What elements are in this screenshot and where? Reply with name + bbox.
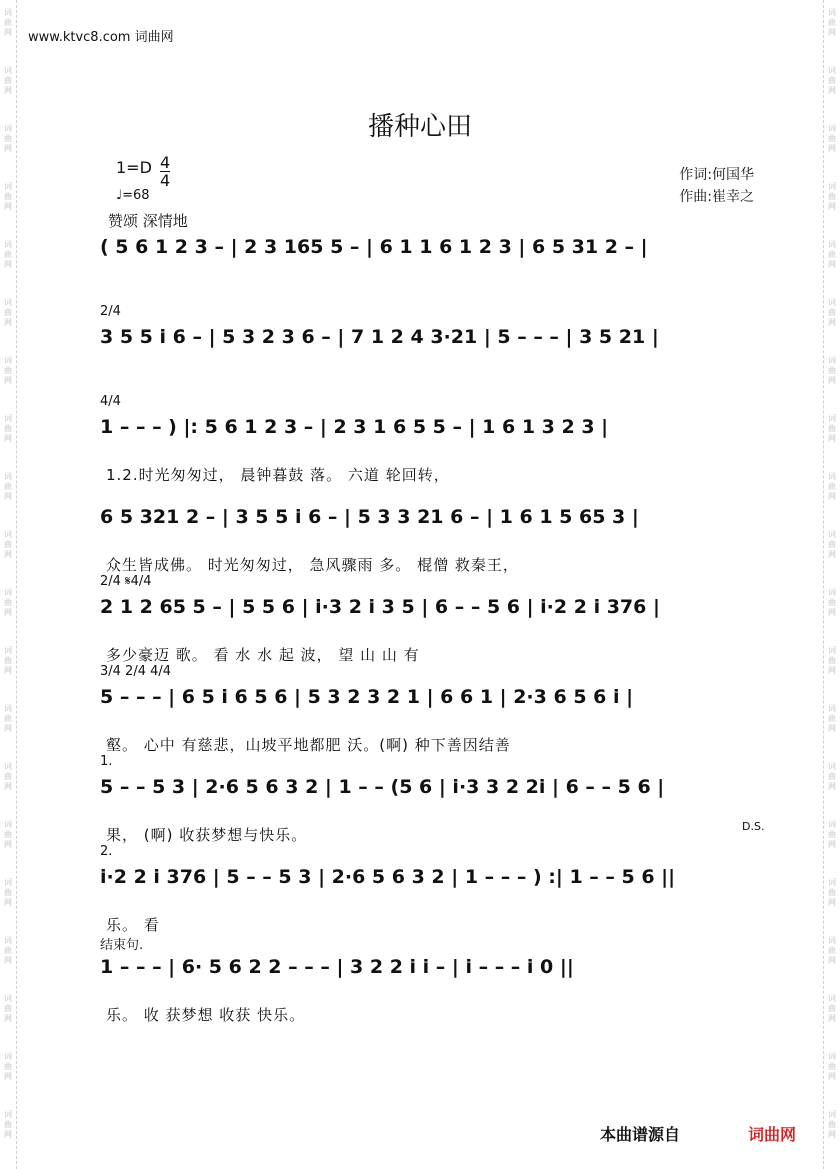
watermark-glyph: 网 <box>4 666 12 675</box>
key-signature: 1=D <box>116 158 152 177</box>
row-marking: 3/4 2/4 4/4 <box>100 664 172 679</box>
score-row <box>100 394 768 496</box>
watermark-glyph: 网 <box>828 1130 836 1139</box>
watermark-glyph: 网 <box>828 666 836 675</box>
watermark-glyph: 网 <box>828 144 836 153</box>
left-margin-watermark <box>0 0 17 1169</box>
watermark-glyph: 网 <box>4 1130 12 1139</box>
watermark-glyph: 词 <box>828 530 836 539</box>
watermark-glyph: 网 <box>828 782 836 791</box>
watermark-glyph: 网 <box>4 202 12 211</box>
watermark-glyph: 词 <box>4 878 12 887</box>
footer-source: 本曲谱源自 <box>600 1125 681 1144</box>
watermark-glyph: 词 <box>828 66 836 75</box>
watermark-glyph: 词 <box>4 936 12 945</box>
watermark-glyph: 曲 <box>4 1120 12 1129</box>
watermark-glyph: 网 <box>828 318 836 327</box>
watermark-glyph: 网 <box>828 202 836 211</box>
watermark-glyph: 网 <box>4 318 12 327</box>
lyric-line: 乐。 收 获梦想 收获 快乐。 <box>106 1006 306 1024</box>
watermark-glyph: 网 <box>4 492 12 501</box>
watermark-glyph: 曲 <box>4 830 12 839</box>
watermark-glyph: 曲 <box>828 888 836 897</box>
watermark-glyph: 词 <box>4 530 12 539</box>
watermark-glyph: 曲 <box>4 540 12 549</box>
score-row <box>100 664 768 766</box>
watermark-glyph: 网 <box>828 898 836 907</box>
watermark-glyph: 网 <box>828 608 836 617</box>
watermark-glyph: 网 <box>4 724 12 733</box>
time-signature <box>160 154 170 189</box>
watermark-glyph: 词 <box>4 124 12 133</box>
watermark-glyph: 网 <box>4 1072 12 1081</box>
watermark-glyph: 词 <box>828 820 836 829</box>
watermark-glyph: 曲 <box>4 134 12 143</box>
row-marking: 1. <box>100 754 113 769</box>
watermark-glyph: 曲 <box>828 366 836 375</box>
watermark-glyph: 网 <box>828 1014 836 1023</box>
note-line: 6 5 321 2 – | 3 5 5 i 6 – | 5 3 3 21 6 – | 1 6 1 5 65 3 | <box>100 506 639 528</box>
watermark-glyph: 曲 <box>4 424 12 433</box>
note-line: 2 1 2 65 5 – | 5 5 6 | i·3 2 i 3 5 | 6 – – 5 6 | i·2 2 i 376 | <box>100 596 660 618</box>
row-marking: 结束句. <box>100 938 144 953</box>
watermark-glyph: 曲 <box>828 76 836 85</box>
watermark-glyph: 曲 <box>828 946 836 955</box>
watermark-glyph: 曲 <box>828 598 836 607</box>
watermark-glyph: 曲 <box>4 772 12 781</box>
watermark-glyph: 曲 <box>4 1062 12 1071</box>
watermark-glyph: 词 <box>4 646 12 655</box>
watermark-glyph: 词 <box>4 994 12 1003</box>
watermark-glyph: 词 <box>828 704 836 713</box>
watermark-glyph: 曲 <box>4 366 12 375</box>
watermark-glyph: 词 <box>4 762 12 771</box>
watermark-glyph: 网 <box>4 840 12 849</box>
watermark-glyph: 词 <box>828 588 836 597</box>
watermark-glyph: 词 <box>4 182 12 191</box>
score <box>100 226 768 1036</box>
tempo-mark: ♩=68 <box>116 188 150 203</box>
watermark-glyph: 词 <box>828 1052 836 1061</box>
footer-brand[interactable]: 词曲网 <box>748 1125 797 1144</box>
watermark-glyph: 曲 <box>4 482 12 491</box>
watermark-glyph: 网 <box>828 724 836 733</box>
watermark-glyph: 词 <box>828 1110 836 1119</box>
watermark-glyph: 曲 <box>828 830 836 839</box>
row-marking: 4/4 <box>100 394 121 409</box>
watermark-glyph: 词 <box>4 820 12 829</box>
watermark-glyph: 词 <box>828 8 836 17</box>
note-line: 5 – – – | 6 5 i 6 5 6 | 5 3 2 3 2 1 | 6 6 1 | 2·3 6 5 6 i | <box>100 686 634 708</box>
watermark-glyph: 网 <box>4 376 12 385</box>
watermark-glyph: 词 <box>828 646 836 655</box>
row-marking: 2/4 <box>100 304 121 319</box>
composer: 作曲:崔幸之 <box>679 189 754 205</box>
watermark-glyph: 曲 <box>828 482 836 491</box>
lyric-line: 果， (啊) 收获梦想与快乐。 <box>106 826 308 844</box>
lyric-line: 壑。 心中 有慈悲，山坡平地都肥 沃。(啊) 种下善因结善 <box>106 736 511 754</box>
note-line: 1 – – – | 6· 5 6 2 2 – – – | 3 2 2 i i – | i – – – i 0 || <box>100 956 574 978</box>
watermark-glyph: 网 <box>4 86 12 95</box>
watermark-glyph: 曲 <box>4 308 12 317</box>
time-top: 4 <box>160 153 171 172</box>
watermark-glyph: 网 <box>828 376 836 385</box>
score-row <box>100 496 768 586</box>
lyric-line: 众生皆成佛。 时光匆匆过， 急风骤雨 多。 棍僧 救秦王， <box>106 556 519 574</box>
watermark-glyph: 曲 <box>828 308 836 317</box>
watermark-glyph: 词 <box>828 414 836 423</box>
watermark-glyph: 曲 <box>4 1004 12 1013</box>
watermark-glyph: 词 <box>4 704 12 713</box>
watermark-glyph: 网 <box>4 260 12 269</box>
watermark-glyph: 网 <box>828 550 836 559</box>
note-line: 5 – – 5 3 | 2·6 5 6 3 2 | 1 – – (5 6 | i·3 3 2 2i | 6 – – 5 6 | <box>100 776 665 798</box>
watermark-glyph: 词 <box>828 240 836 249</box>
note-line: ( 5 6 1 2 3 – | 2 3 165 5 – | 6 1 1 6 1 2 3 | 6 5 31 2 – | <box>100 236 648 258</box>
watermark-glyph: 曲 <box>828 1120 836 1129</box>
watermark-glyph: 网 <box>828 956 836 965</box>
watermark-glyph: 网 <box>4 898 12 907</box>
lyric-line: 1.2.时光匆匆过， 晨钟暮鼓 落。 六道 轮回转， <box>106 466 450 484</box>
watermark-glyph: 曲 <box>828 1062 836 1071</box>
watermark-glyph: 网 <box>4 956 12 965</box>
watermark-glyph: 网 <box>4 434 12 443</box>
watermark-glyph: 网 <box>4 550 12 559</box>
watermark-glyph: 词 <box>4 1110 12 1119</box>
score-row <box>100 754 768 856</box>
expression-mark: 赞颂 深情地 <box>108 212 188 230</box>
watermark-glyph: 词 <box>828 124 836 133</box>
note-line: 3 5 5 i 6 – | 5 3 2 3 6 – | 7 1 2 4 3·21 | 5 – – – | 3 5 21 | <box>100 326 659 348</box>
watermark-glyph: 网 <box>4 782 12 791</box>
watermark-glyph: 曲 <box>828 424 836 433</box>
watermark-glyph: 曲 <box>828 192 836 201</box>
credits <box>679 164 754 208</box>
score-row <box>100 938 768 1036</box>
watermark-glyph: 曲 <box>4 18 12 27</box>
time-bottom: 4 <box>160 171 171 190</box>
watermark-glyph: 曲 <box>4 946 12 955</box>
watermark-glyph: 词 <box>828 298 836 307</box>
score-row <box>100 226 768 316</box>
lyric-line <box>106 284 768 306</box>
watermark-glyph: 网 <box>828 28 836 37</box>
watermark-glyph: 网 <box>4 28 12 37</box>
watermark-glyph: 词 <box>4 472 12 481</box>
row-marking: 2/4 𝄋4/4 <box>100 574 152 589</box>
watermark-glyph: 词 <box>4 588 12 597</box>
watermark-glyph: 词 <box>4 8 12 17</box>
note-line: 1 – – – ) |: 5 6 1 2 3 – | 2 3 1 6 5 5 – | 1 6 1 3 2 3 | <box>100 416 609 438</box>
row-marking: 2. <box>100 844 113 859</box>
watermark-glyph: 词 <box>4 66 12 75</box>
watermark-glyph: 曲 <box>828 1004 836 1013</box>
song-title: 播种心田 <box>367 112 472 142</box>
score-row <box>100 304 768 406</box>
watermark-glyph: 网 <box>4 608 12 617</box>
watermark-glyph: 曲 <box>4 250 12 259</box>
watermark-glyph: 曲 <box>828 714 836 723</box>
watermark-glyph: 网 <box>828 840 836 849</box>
watermark-glyph: 曲 <box>4 192 12 201</box>
watermark-glyph: 曲 <box>828 772 836 781</box>
watermark-glyph: 词 <box>828 472 836 481</box>
watermark-glyph: 网 <box>828 1072 836 1081</box>
watermark-glyph: 词 <box>4 240 12 249</box>
watermark-glyph: 曲 <box>828 250 836 259</box>
watermark-glyph: 词 <box>4 1052 12 1061</box>
watermark-glyph: 网 <box>828 260 836 269</box>
site-url[interactable]: www.ktvc8.com 词曲网 <box>28 30 174 45</box>
lyric-line: 乐。 看 <box>106 916 160 934</box>
watermark-glyph: 曲 <box>4 888 12 897</box>
watermark-glyph: 词 <box>4 414 12 423</box>
watermark-glyph: 词 <box>4 298 12 307</box>
right-margin-watermark <box>823 0 840 1169</box>
watermark-glyph: 曲 <box>828 540 836 549</box>
score-row <box>100 844 768 946</box>
lyric-line: 多少豪迈 歌。 看 水 水 起 波， 望 山 山 有 <box>106 646 420 664</box>
note-line: i·2 2 i 376 | 5 – – 5 3 | 2·6 5 6 3 2 | 1 – – – ) :| 1 – – 5 6 || <box>100 866 676 888</box>
watermark-glyph: 词 <box>828 356 836 365</box>
watermark-glyph: 曲 <box>4 714 12 723</box>
watermark-glyph: 词 <box>828 878 836 887</box>
watermark-glyph: 曲 <box>4 598 12 607</box>
watermark-glyph: 词 <box>828 936 836 945</box>
watermark-glyph: 曲 <box>828 656 836 665</box>
lyricist: 作词:何国华 <box>679 167 754 183</box>
watermark-glyph: 曲 <box>4 656 12 665</box>
watermark-glyph: 曲 <box>4 76 12 85</box>
ds-mark: D.S. <box>742 820 765 833</box>
watermark-glyph: 词 <box>4 356 12 365</box>
watermark-glyph: 网 <box>4 1014 12 1023</box>
watermark-glyph: 网 <box>828 434 836 443</box>
watermark-glyph: 词 <box>828 182 836 191</box>
watermark-glyph: 词 <box>828 994 836 1003</box>
watermark-glyph: 网 <box>828 86 836 95</box>
watermark-glyph: 网 <box>828 492 836 501</box>
watermark-glyph: 网 <box>4 144 12 153</box>
lyric-line <box>106 374 768 396</box>
watermark-glyph: 词 <box>828 762 836 771</box>
watermark-glyph: 曲 <box>828 134 836 143</box>
score-row <box>100 574 768 676</box>
watermark-glyph: 曲 <box>828 18 836 27</box>
